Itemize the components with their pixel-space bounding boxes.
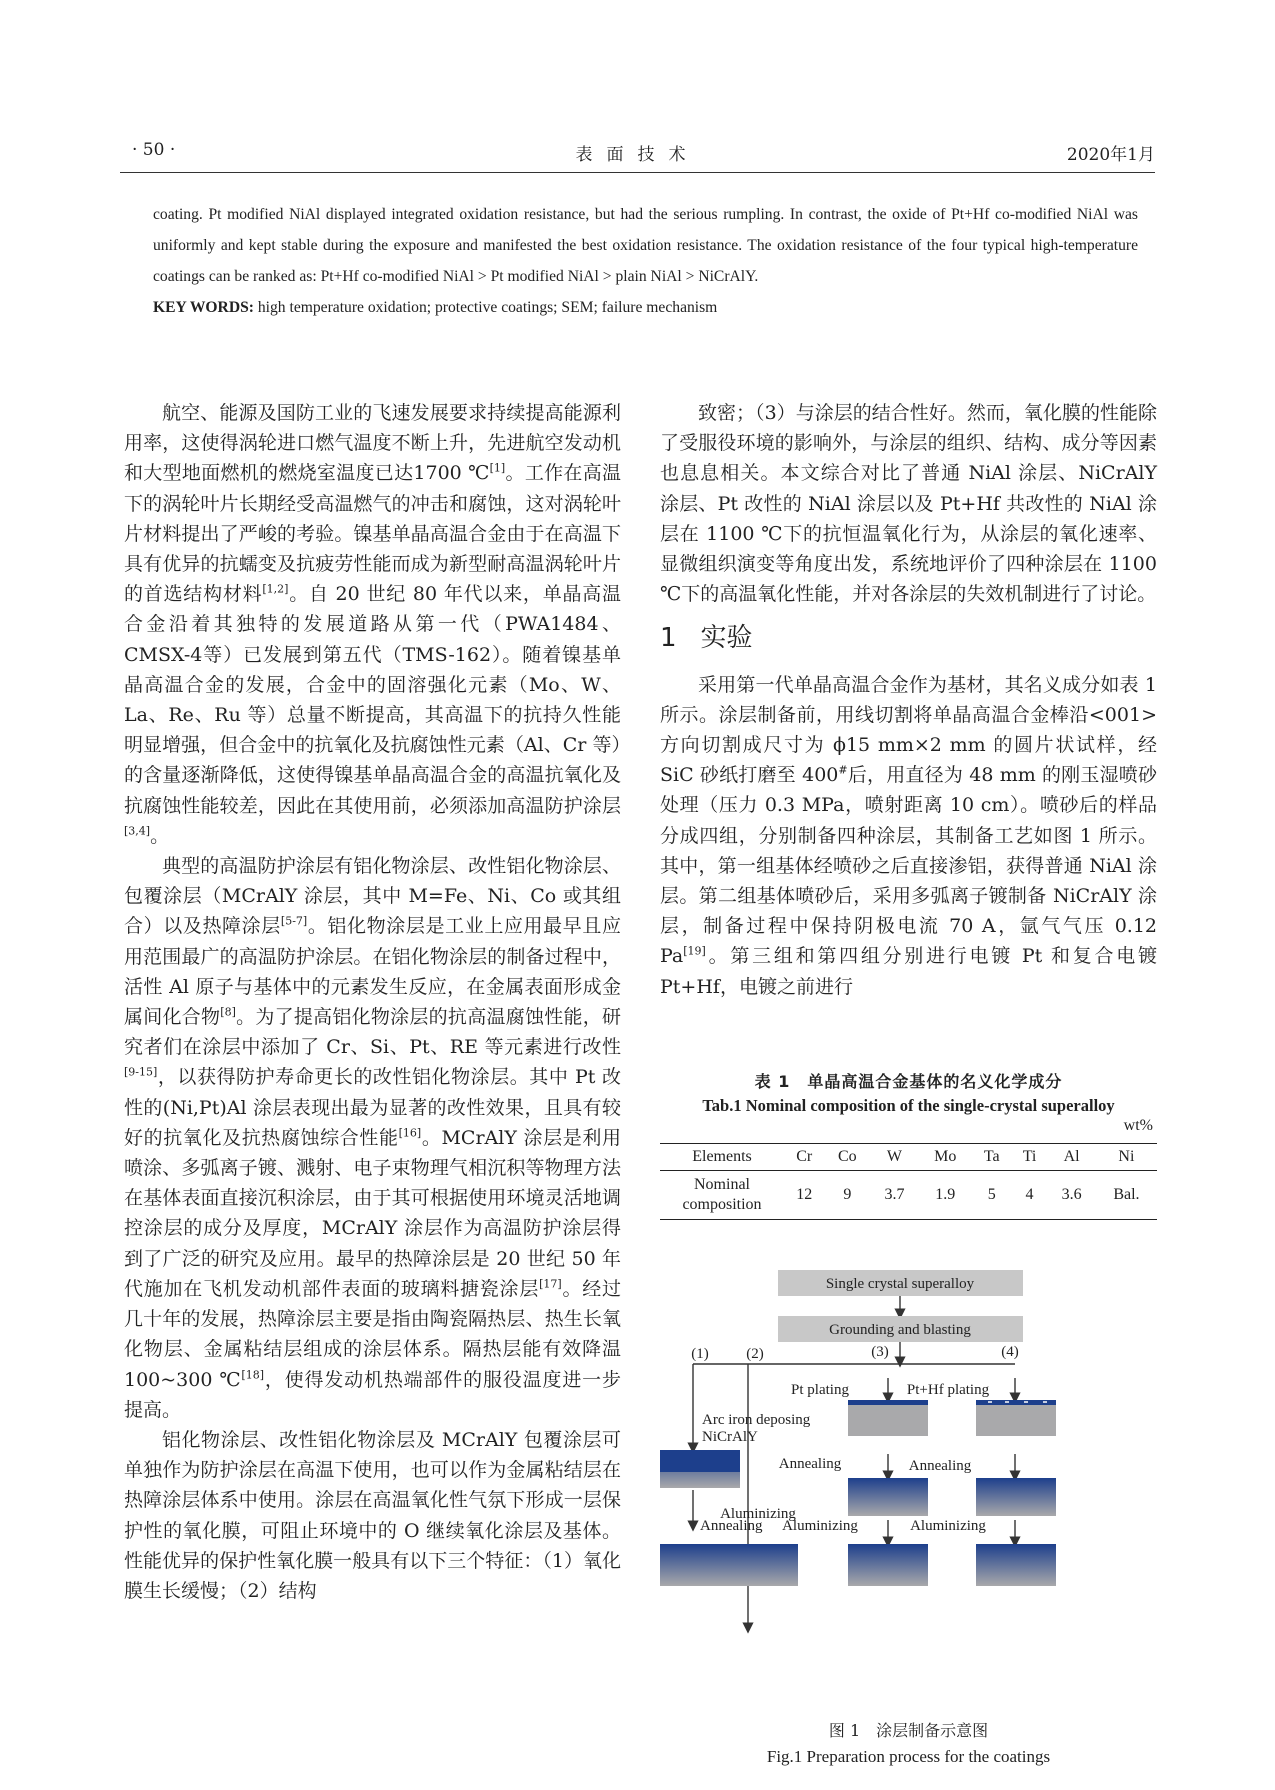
row-label: Nominal composition: [682, 1176, 762, 1213]
keywords-label: KEY WORDS:: [153, 299, 254, 316]
final-sample-3: [848, 1544, 928, 1586]
table-header: Cr: [796, 1148, 813, 1165]
citation: [5-7]: [280, 915, 308, 929]
figure-caption-en: Fig.1 Preparation process for the coatings: [766, 1747, 1051, 1766]
table-cell: Bal.: [1113, 1186, 1140, 1203]
branch-3-number: (3): [871, 1344, 889, 1360]
table-cell: 3.6: [1061, 1186, 1082, 1203]
citation: [19]: [683, 945, 706, 959]
table-cell: 5: [987, 1186, 996, 1203]
section-title: 实验: [700, 623, 753, 654]
citation: [17]: [539, 1277, 562, 1291]
table-cell: 4: [1025, 1186, 1034, 1203]
citation: [1,2]: [262, 582, 289, 596]
citation: [8]: [220, 1005, 236, 1019]
section-number: 1: [660, 623, 677, 654]
branch-2-number: (2): [746, 1346, 764, 1362]
composition-table: [660, 1143, 1157, 1220]
figure-caption-cn: 图 1 涂层制备示意图: [828, 1721, 989, 1740]
pthf-plating-label: Pt+Hf plating: [906, 1382, 990, 1398]
branch-1-number: (1): [691, 1346, 709, 1362]
citation: [9-15]: [124, 1066, 158, 1080]
nicraly-layer: [660, 1450, 740, 1472]
table-caption-en: Tab.1 Nominal composition of the single-crystal superalloy: [702, 1096, 1115, 1115]
nicraly-label: NiCrAlY: [702, 1429, 758, 1445]
table-cell: 1.9: [935, 1186, 956, 1203]
page-header: [120, 140, 1155, 173]
intro-paragraph-1: 航空、能源及国防工业的飞速发展要求持续提高能源利用率，这使得涡轮进口燃气温度不断上升，先进航空发动机和大型地面燃机的燃烧室温度已达1700 ℃[1]。工作在高温下的涡轮叶片长期经受高温燃气的冲击和腐蚀，这对涡轮叶片材料提出了严峻的考验。镍基单晶高温合金由于在高温下具有优异的抗蠕变及抗疲劳性能而成为新型耐高温涡轮叶片的首选结构材料[1,2]。自 20 世纪 80 年代以来，单晶高温合金沿着其独特的发展道路从第一代（PWA1484、CMSX-4等）已发展到第五代（TMS-162）。随着镍基单晶高温合金的发展，合金中的固溶强化元素（Mo、W、La、Re、Ru 等）总量不断提高，其高温下的抗持久性能明显增强，但合金中的抗氧化及抗腐蚀性元素（Al、Cr 等）的含量逐渐降低，这使得镍基单晶高温合金的高温抗氧化及抗腐蚀性能较差，因此在其使用前，必须添加高温防护涂层[3,4]。: [124, 402, 621, 847]
keywords-text: high temperature oxidation; protective coatings; SEM; failure mechanism: [257, 299, 718, 316]
table-cell: 3.7: [884, 1186, 905, 1203]
annealed-pt-sample: [848, 1478, 928, 1516]
branch-4-number: (4): [1001, 1344, 1019, 1360]
annealing-label-4: Annealing: [908, 1458, 972, 1474]
abstract: [153, 199, 1138, 323]
issue-date: 2020年1月: [1066, 145, 1155, 165]
keywords: [153, 292, 1138, 323]
table-caption: [660, 1070, 1157, 1118]
table-row: [660, 1171, 1157, 1220]
pt-sample: [848, 1400, 928, 1436]
citation: [3,4]: [124, 824, 151, 838]
table-cell: 9: [843, 1186, 852, 1203]
left-column: [124, 398, 621, 1606]
aluminizing-label-4: Aluminizing: [910, 1518, 986, 1534]
table-header: Elements: [692, 1148, 752, 1165]
pthf-sample: [976, 1400, 1056, 1436]
arc-ion-label: Arc iron deposing: [702, 1412, 811, 1428]
intro-paragraph-4: 致密；（3）与涂层的结合性好。然而，氧化膜的性能除了受服役环境的影响外，与涂层的组织、结构、成分等因素也息息相关。本文综合对比了普通 NiAl 涂层、NiCrAlY 涂层、Pt 改性的 NiAl 涂层以及 Pt+Hf 共改性的 NiAl 涂层在 1100 ℃下的抗恒温氧化行为，从涂层的氧化速率、显微组织演变等角度出发，系统地评价了四种涂层在 1100 ℃下的高温氧化性能，并对各涂层的失效机制进行了讨论。: [660, 402, 1157, 606]
citation: [18]: [241, 1368, 265, 1382]
abstract-text: coating. Pt modified NiAl displayed integrated oxidation resistance, but had the serious rumpling. In contrast, the oxide of Pt+Hf co-modified NiAl was uniformly and kept stable during the exposure and manifested the best oxidation resistance. The oxidation resistance of the four typical high-temperature coatings can be ranked as: Pt+Hf co-modified NiAl > Pt modified NiAl > plain NiAl > NiCrAlY.: [153, 206, 1138, 285]
right-column: [660, 398, 1157, 1002]
final-sample-2: [718, 1544, 798, 1586]
annealing-label-1: Annealing: [700, 1518, 763, 1534]
annealed-pthf-sample: [976, 1478, 1056, 1516]
blasting-label: Grounding and blasting: [829, 1322, 971, 1338]
pt-layer: [848, 1400, 928, 1405]
figure-caption: [660, 1718, 1157, 1770]
table-header: Ni: [1118, 1148, 1135, 1165]
table-header-row: [660, 1144, 1157, 1171]
table-unit: wt%: [1123, 1117, 1153, 1134]
table-header: W: [886, 1148, 903, 1165]
table-header: Al: [1063, 1148, 1080, 1165]
intro-paragraph-2: 典型的高温防护涂层有铝化物涂层、改性铝化物涂层、包覆涂层（MCrAlY 涂层，其中 M=Fe、Ni、Co 或其组合）以及热障涂层[5-7]。铝化物涂层是工业上应用最早且应用范围最广的高温防护涂层。在铝化物涂层的制备过程中，活性 Al 原子与基体中的元素发生反应，在金属表面形成金属间化合物[8]。为了提高铝化物涂层的抗高温腐蚀性能，研究者们在涂层中添加了 Cr、Si、Pt、RE 等元素进行改性[9-15]，以获得防护寿命更长的改性铝化物涂层。其中 Pt 改性的(Ni,Pt)Al 涂层表现出最为显著的改性效果，且具有较好的抗氧化及抗热腐蚀综合性能[16]。MCrAlY 涂层是利用喷涂、多弧离子镀、溅射、电子束物理气相沉积等物理方法在基体表面直接沉积涂层，由于其可根据使用环境灵活地调控涂层的成分及厚度，MCrAlY 涂层作为高温防护涂层得到了广泛的研究及应用。最早的热障涂层是 20 世纪 50 年代施加在飞机发动机部件表面的玻璃料搪瓷涂层[17]。经过几十年的发展，热障涂层主要是指由陶瓷隔热层、热生长氧化物层、金属粘结层组成的涂层体系。隔热层能有效降温 100~300 ℃[18]，使得发动机热端部件的服役温度进一步提高。: [124, 855, 621, 1421]
section-heading: [660, 623, 1157, 653]
table-caption-cn: 表 1 单晶高温合金基体的名义化学成分: [754, 1072, 1063, 1091]
table-header: Ta: [983, 1148, 1000, 1165]
table-cell: 12: [796, 1186, 813, 1203]
final-sample-4: [976, 1544, 1056, 1586]
table-header: Ti: [1022, 1148, 1037, 1165]
page-number: · 50 ·: [132, 140, 176, 160]
citation: [1]: [489, 462, 506, 476]
process-diagram: [660, 1258, 1157, 1718]
aluminizing-label-3: Aluminizing: [782, 1518, 858, 1534]
experiment-paragraph: 采用第一代单晶高温合金作为基材，其名义成分如表 1 所示。涂层制备前，用线切割将单晶高温合金棒沿<001>方向切割成尺寸为 ϕ15 mm×2 mm 的圆片状试样，经 SiC 砂纸打磨至 400#后，用直径为 48 mm 的刚玉湿喷砂处理（压力 0.3 MPa，喷射距离 10 cm）。喷砂后的样品分成四组，分别制备四种涂层，其制备工艺如图 1 所示。其中，第一组基体经喷砂之后直接渗铝，获得普通 NiAl 涂层。第二组基体喷砂后，采用多弧离子镀制备 NiCrAlY 涂层，制备过程中保持阴极电流 70 A，氩气气压 0.12 Pa[19]。第三组和第四组分别进行电镀 Pt 和复合电镀 Pt+Hf，电镀之前进行: [660, 673, 1157, 998]
table-header: Co: [837, 1148, 857, 1165]
annealing-label-3: Annealing: [778, 1456, 842, 1472]
pt-plating-label: Pt plating: [791, 1382, 849, 1398]
intro-paragraph-3: 铝化物涂层、改性铝化物涂层及 MCrAlY 包覆涂层可单独作为防护涂层在高温下使用，也可以作为金属粘结层在热障涂层体系中使用。涂层在高温氧化性气氛下形成一层保护性的氧化膜，可阻止环境中的 O 继续氧化涂层及基体。性能优异的保护性氧化膜一般具有以下三个特征：（1）氧化膜生长缓慢；（2）结构: [124, 1428, 621, 1602]
table-header: Mo: [934, 1148, 957, 1165]
citation: [16]: [398, 1126, 422, 1140]
superalloy-label: Single crystal superalloy: [825, 1276, 975, 1292]
aluminizing-label-2: Aluminizing: [720, 1506, 796, 1522]
journal-name: 表面技术: [575, 145, 700, 165]
